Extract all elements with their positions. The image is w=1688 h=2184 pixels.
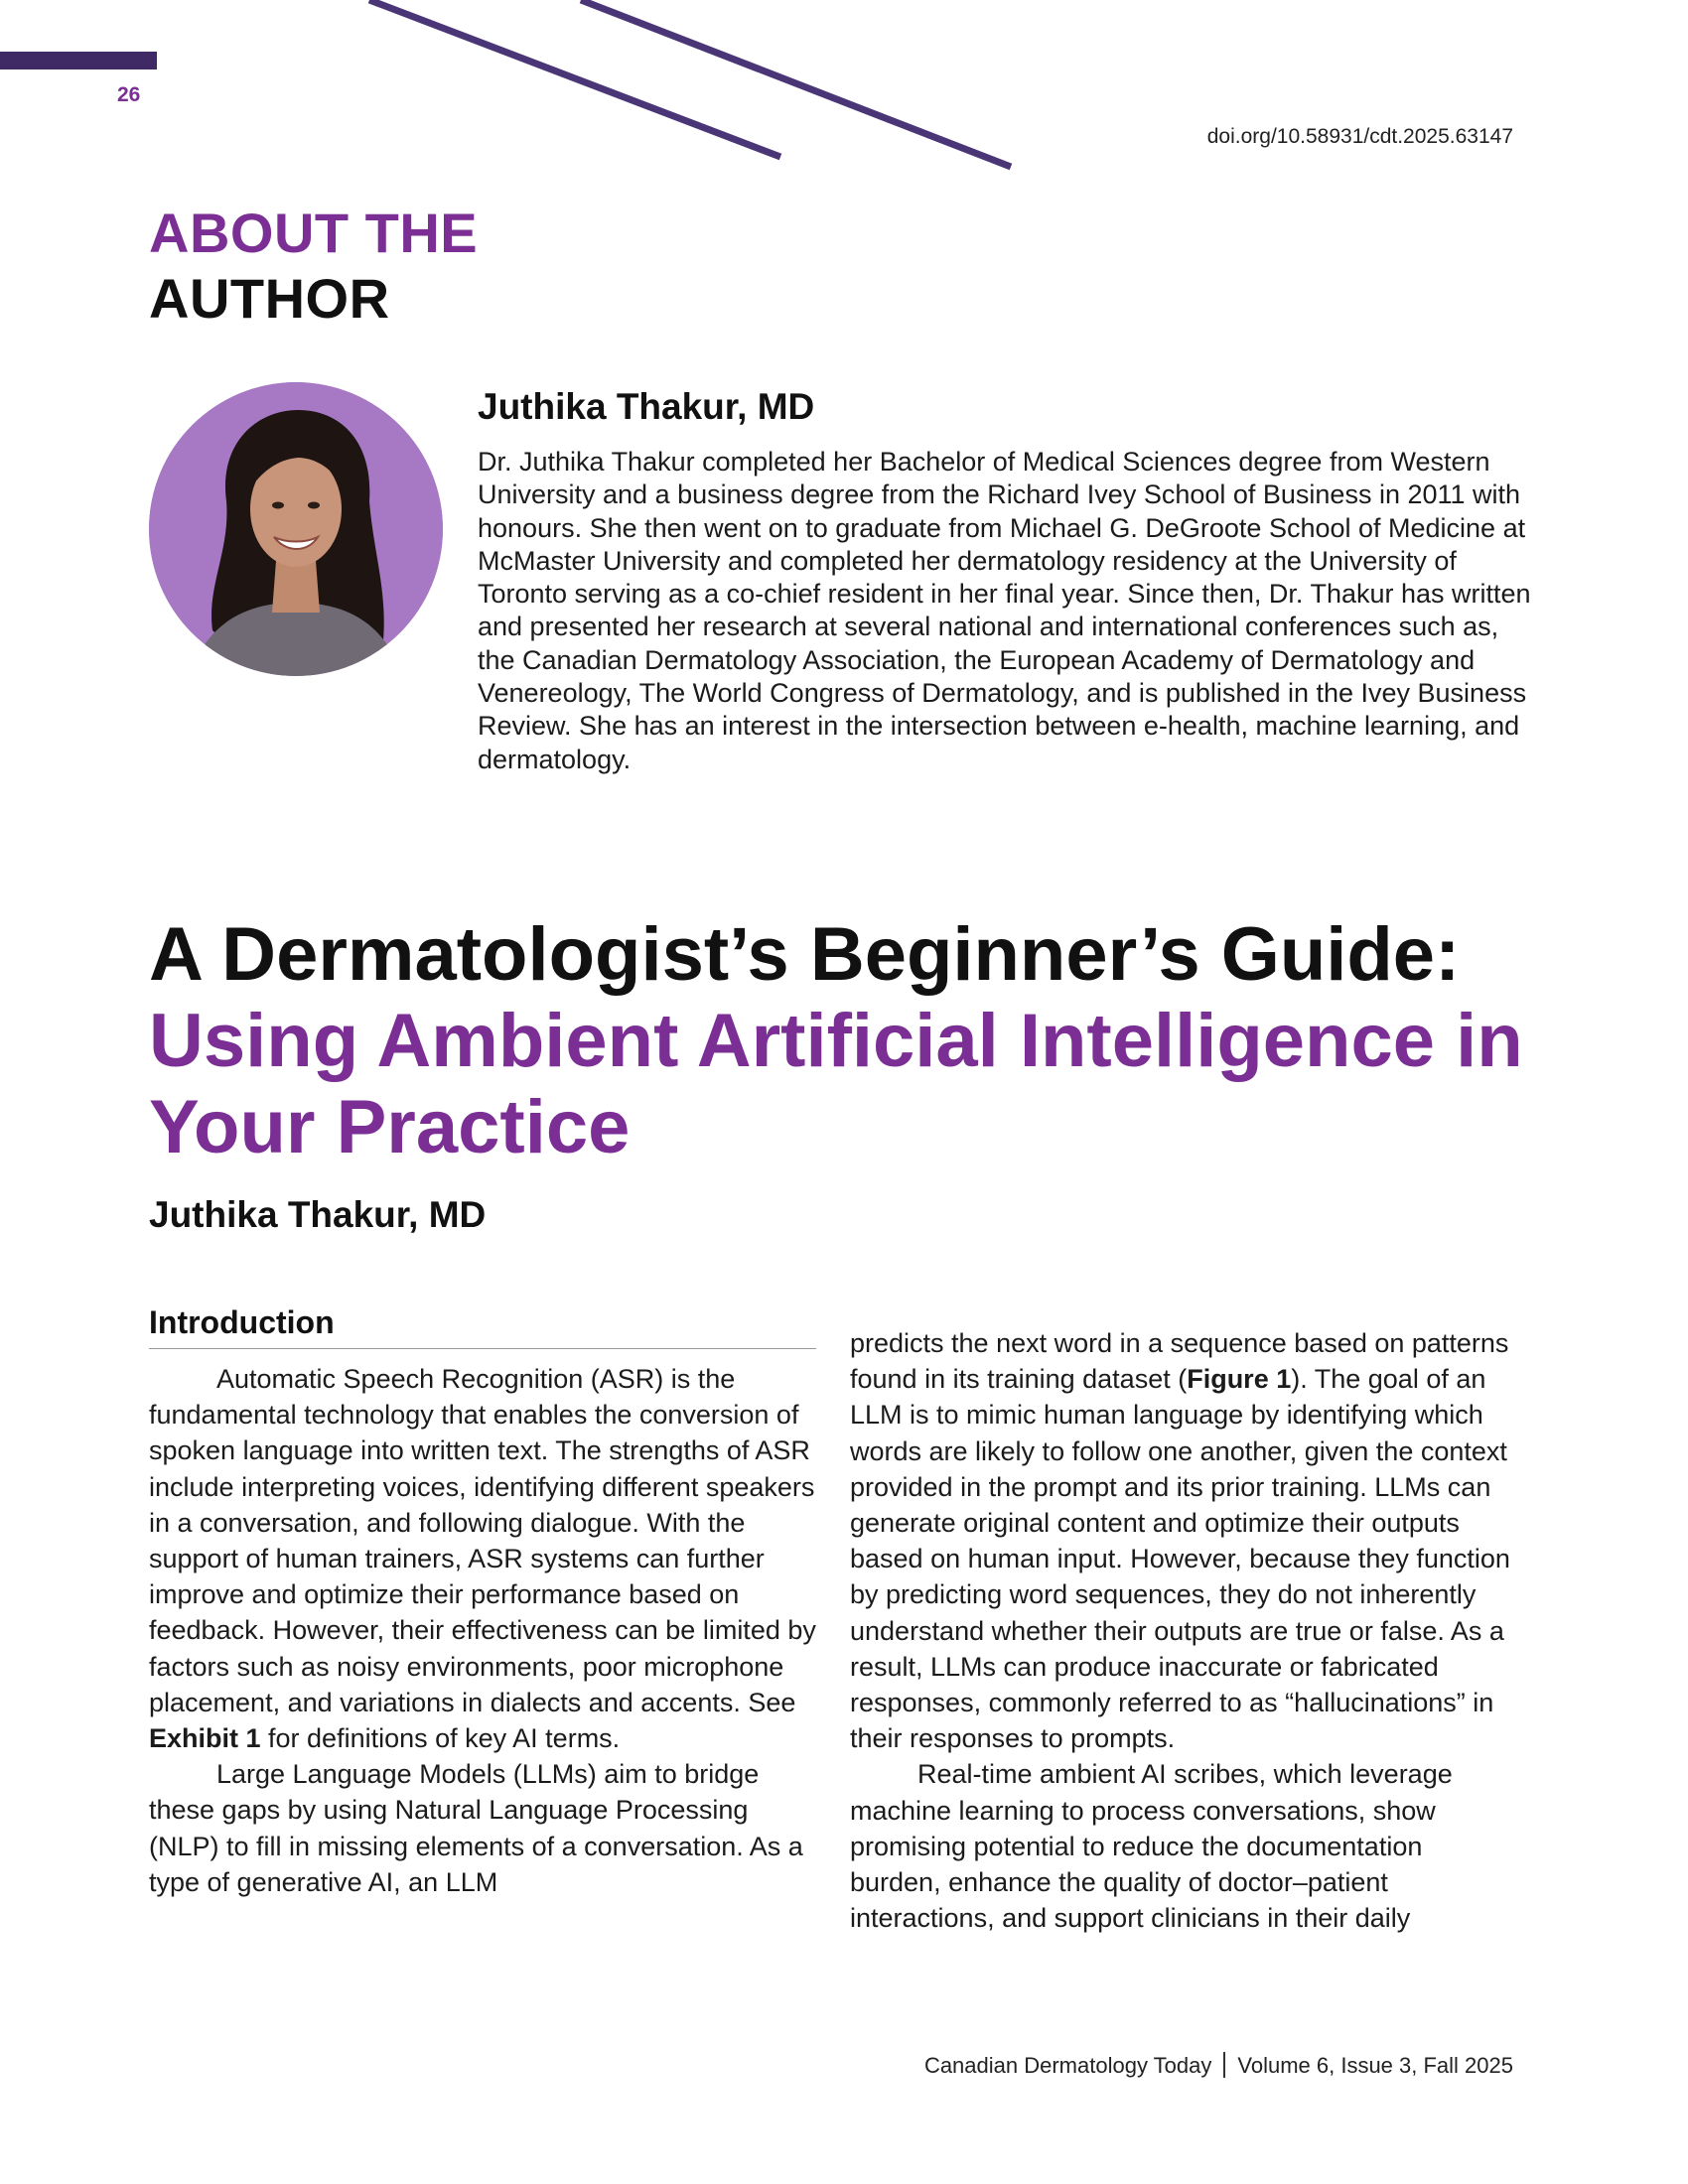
paragraph: Large Language Models (LLMs) aim to bridge these gaps by using Natural Language Processing (NLP) to fill in missing elements of a conversation. As a type of generative AI, an LLM (149, 1759, 803, 1897)
footer-journal-name: Canadian Dermatology Today (923, 2053, 1212, 2078)
author-portrait-illustration (149, 382, 443, 676)
figure-reference: Figure 1 (1187, 1364, 1292, 1395)
author-bio: Dr. Juthika Thakur completed her Bachelor of Medical Sciences degree from Western University and a business degree from the Richard Ivey School of Business in 2011 with honours. She then went on to graduate from Michael G. DeGroote School of Medicine at McMaster University and completed her dermatology residency at the University of Toronto serving as a co-chief resident in her final year. Since then, Dr. Thakur has written and presented her research at several national and international conferences such as, the Canadian Dermatology Association, the European Academy of Dermatology and Venereology, The World Congress of Dermatology, and is published in the Ivey Business Review. She has an interest in the intersection between e-health, machine learning, and dermatology. (478, 447, 1531, 774)
article-title-line1: A Dermatologist’s Beginner’s Guide: (149, 912, 1461, 997)
paragraph: Real-time ambient AI scribes, which leverage machine learning to process conversations, show promising potential to reduce the documentation burden, enhance the quality of doctor–patient interactions, and support clinicians in their daily (850, 1759, 1453, 1934)
author-photo (149, 382, 443, 676)
page-footer (924, 2052, 1513, 2079)
bio-author-name: Juthika Thakur, MD (478, 386, 815, 427)
section-heading-introduction: Introduction (149, 1304, 335, 1340)
section-divider (149, 1348, 816, 1349)
paragraph (149, 1361, 824, 1756)
body-column-left (149, 1361, 824, 1900)
paragraph (850, 1325, 1515, 1756)
paragraph-text: Automatic Speech Recognition (ASR) is the fundamental technology that enables the conversion of spoken language into written text. The strengths of ASR include interpreting voices, identifying different speakers in a conversation, and following dialogue. With the support of human trainers, ASR systems can further improve and optimize their performance based on feedback. However, their effectiveness can be limited by factors such as noisy environments, poor microphone placement, and variations in dialects and accents. See (149, 1364, 816, 1717)
paragraph-text: ). The goal of an LLM is to mimic human language by identifying which words are likely to follow one another, given the context provided in the prompt and its prior training. LLMs can generate original content and optimize their outputs based on human input. However, because they function by predicting word sequences, they do not inherently understand whether their outputs are true or false. As a result, LLMs can produce inaccurate or fabricated responses, commonly referred to as “hallucinations” in their responses to prompts. (850, 1364, 1510, 1754)
exhibit-reference: Exhibit 1 (149, 1723, 261, 1754)
doi-link[interactable]: doi.org/10.58931/cdt.2025.63147 (1206, 125, 1513, 148)
paragraph-text: predicts the next word in a sequence based on patterns found in its training dataset ( (850, 1328, 1509, 1395)
about-author-heading (149, 201, 478, 332)
article-title (149, 911, 1559, 1170)
decorative-diagonal-lines (0, 0, 1688, 199)
footer-issue: Volume 6, Issue 3, Fall 2025 (1237, 2053, 1513, 2078)
page-number: 26 (117, 83, 141, 106)
body-column-right (850, 1325, 1515, 1936)
footer-separator (1223, 2052, 1225, 2078)
about-heading-line1: ABOUT THE (149, 202, 479, 264)
paragraph-text: for definitions of key AI terms. (260, 1723, 621, 1754)
article-byline: Juthika Thakur, MD (149, 1194, 487, 1235)
about-heading-line2: AUTHOR (149, 267, 390, 330)
article-title-line2: Using Ambient Artificial Intelligence in Your Practice (149, 999, 1523, 1169)
